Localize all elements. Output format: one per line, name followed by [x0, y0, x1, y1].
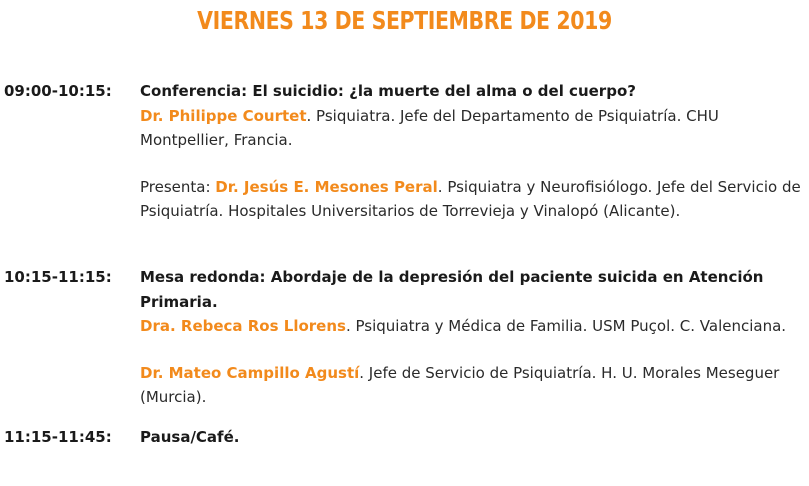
- session-time: 10:15-11:15:: [4, 268, 112, 286]
- speaker-description: . Psiquiatra y Médica de Familia. USM Puçol. C. Valenciana.: [345, 317, 787, 335]
- session-body: [140, 79, 805, 224]
- speaker-entry: [140, 314, 805, 339]
- session-heading: Mesa redonda: Abordaje de la depresión del paciente suicida en Atención Primaria.: [140, 268, 764, 311]
- speaker-name: Dra. Rebeca Ros Llorens: [140, 317, 346, 335]
- session-heading: Conferencia: El suicidio: ¿la muerte del alma o del cuerpo?: [140, 82, 636, 100]
- speaker-entry: [140, 104, 805, 153]
- session-body: [140, 265, 805, 410]
- speaker-description: . Psiquiatra y Neurofisiólogo. Jefe del Servicio de Psiquiatría. Hospitales Universitarios de Torrevieja y Vinalopó (Alicante).: [140, 177, 801, 220]
- session-heading: Pausa/Café.: [140, 428, 240, 446]
- speaker-description: . Jefe de Servicio de Psiquiatría. H. U. Morales Meseguer (Murcia).: [140, 363, 780, 406]
- session-body: [140, 425, 805, 450]
- page-title: VIERNES 13 DE SEPTIEMBRE DE 2019: [197, 6, 612, 35]
- presenter-label: Presenta:: [140, 177, 216, 196]
- speaker-name: Dr. Jesús E. Mesones Peral: [215, 177, 438, 196]
- speaker-description: . Psiquiatra. Jefe del Departamento de Psiquiatría. CHU Montpellier, Francia.: [140, 106, 719, 149]
- speaker-entry: [140, 361, 805, 410]
- speaker-name: Dr. Philippe Courtet: [140, 106, 307, 125]
- session-time: 09:00-10:15:: [4, 82, 112, 100]
- session-time: 11:15-11:45:: [4, 428, 112, 446]
- presenter-entry: [140, 175, 805, 224]
- speaker-name: Dr. Mateo Campillo Agustí: [140, 363, 360, 382]
